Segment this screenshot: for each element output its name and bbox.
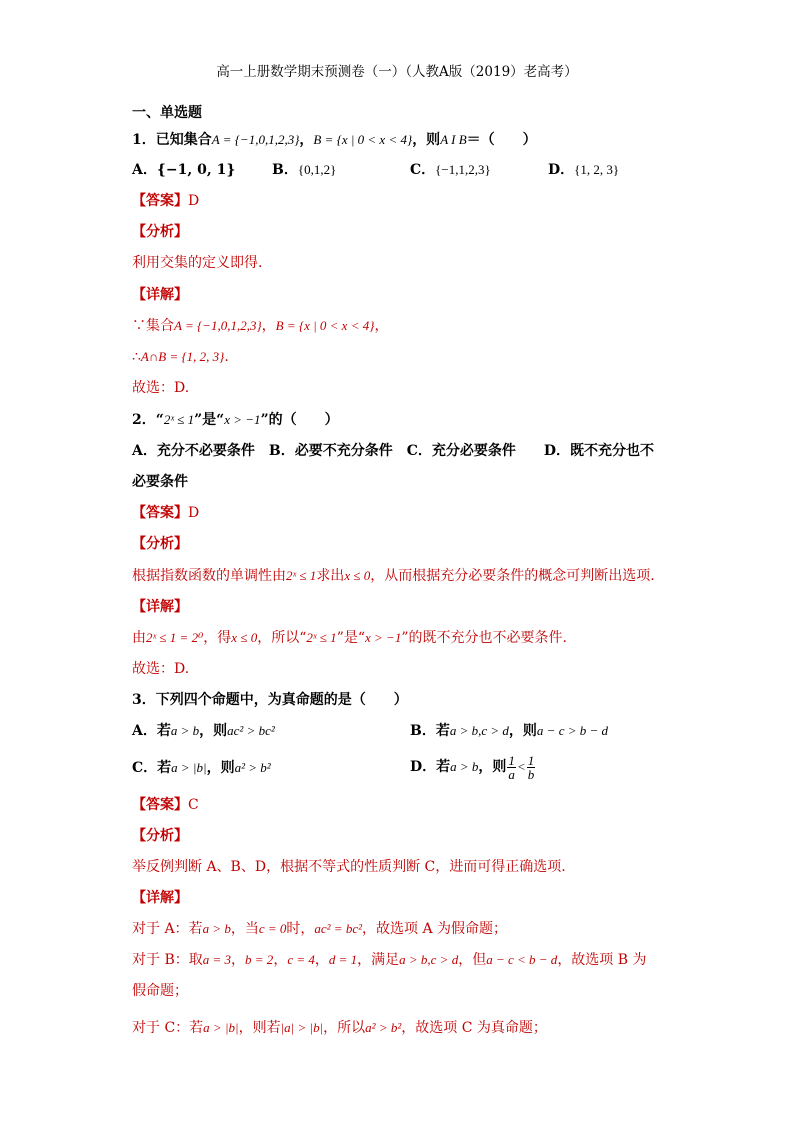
fraction-numerator: 1	[508, 752, 515, 768]
q3-detail-2-math-1: a = 3	[202, 952, 232, 967]
fraction-numerator: 1	[527, 752, 535, 768]
q1-option-b-value: {0,1,2}	[297, 162, 337, 177]
q3-answer	[132, 795, 199, 815]
q2-detail-text	[132, 628, 567, 648]
q2-analysis-math-2: x ≤ 0	[344, 568, 371, 583]
q3-detail-line2-cont: 假命题；	[132, 983, 188, 999]
fraction-denominator: b	[527, 766, 535, 782]
q2-detail-math-3: 2ˣ ≤ 1	[306, 630, 337, 645]
q3-option-a-mid: ，则	[199, 723, 228, 739]
q1-detail-line1	[132, 316, 388, 336]
q3-detail-1-pre: 对于 A：若	[132, 921, 203, 937]
section-heading: 一、单选题	[132, 105, 202, 121]
q1-stem-text-b: ，则	[412, 132, 441, 148]
q3-option-a	[132, 721, 275, 741]
q3-detail-2-end: ，故选项 B 为	[557, 952, 647, 968]
q2-analysis-math-1: 2ˣ ≤ 1	[286, 568, 317, 583]
q2-detail-mid-2: ，所以“	[257, 630, 307, 646]
q2-condition-2: x > −1	[224, 412, 261, 427]
q2-detail-math-1: 2ˣ ≤ 1 = 2⁰	[146, 630, 204, 645]
q2-condition-1: 2ˣ ≤ 1	[163, 412, 195, 427]
q3-detail-1-mid-2: 时，	[286, 921, 315, 937]
q1-option-c-label: C．	[410, 162, 436, 178]
q1-answer-value: D	[188, 193, 200, 209]
q3-number: 3．	[132, 692, 156, 708]
q1-option-a-label: A．	[132, 162, 157, 178]
q2-detail-end: ”的既不充分也不必要条件.	[401, 630, 567, 646]
q3-detail-2-pre: 对于 B：取	[132, 952, 203, 968]
q2-analysis-label: 【分析】	[132, 536, 188, 552]
q3-option-c	[132, 758, 271, 778]
q3-detail-2-math-2: b = 2	[245, 952, 274, 967]
q3-option-b	[410, 721, 608, 741]
q2-stem-mid: ”是“	[194, 412, 225, 428]
q3-option-d-math-1: a > b	[450, 759, 479, 774]
q1-option-c	[410, 160, 491, 180]
answer-label: 【答案】	[132, 505, 188, 521]
q2-answer-value: D	[188, 505, 200, 521]
q1-detail-intersection: A∩B = {1, 2, 3}	[140, 349, 225, 364]
q2-analysis-mid: 求出	[316, 568, 345, 584]
q1-pick: 故选：D.	[132, 380, 190, 396]
q3-detail-line3	[132, 1018, 547, 1038]
q3-detail-2-mid-2: ，但	[458, 952, 487, 968]
q3-stem-text: 下列四个命题中，为真命题的是（ ）	[155, 692, 408, 708]
q1-answer	[132, 191, 199, 211]
q1-option-b-label: B．	[272, 162, 298, 178]
q3-option-c-mid: ，则	[206, 760, 235, 776]
q1-detail-set-a: A = {−1,0,1,2,3}	[174, 318, 262, 333]
q3-option-a-math-1: a > b	[170, 723, 200, 738]
q2-detail-math-4: x > −1	[365, 630, 402, 645]
q3-detail-2-math-6: a − c < b − d	[486, 952, 558, 967]
q2-options-line2: 必要条件	[132, 474, 188, 490]
q1-detail-line2-end: .	[224, 349, 229, 365]
q3-option-b-mid: ，则	[508, 723, 537, 739]
q2-stem-end: ”的（ ）	[260, 412, 339, 428]
q1-option-a	[132, 160, 235, 180]
q3-option-c-label: C．若	[132, 760, 172, 776]
q2-quote-open: “	[155, 412, 164, 428]
q2-detail-mid-1: ，得	[203, 630, 232, 646]
answer-label: 【答案】	[132, 797, 188, 813]
q3-detail-2-sep-1: ，	[231, 952, 246, 968]
q1-option-d	[548, 160, 619, 180]
page-title: 高一上册数学期末预测卷（一）（人教A版（2019）老高考）	[216, 64, 578, 80]
q1-intersection: A I B	[440, 132, 467, 147]
q3-detail-1-end: ，故选项 A 为假命题；	[362, 921, 508, 937]
q2-pick: 故选：D.	[132, 661, 190, 677]
q3-detail-2-sep-3: ，	[314, 952, 329, 968]
q1-option-d-value: {1, 2, 3}	[574, 162, 620, 177]
q1-stem-text-a: 已知集合	[155, 132, 212, 148]
q1-set-b: B = {x | 0 < x < 4}	[313, 132, 413, 147]
q3-option-b-math-2: a − c > b − d	[536, 723, 609, 738]
q2-analysis-end: ，从而根据充分必要条件的概念可判断出选项.	[370, 568, 655, 584]
q2-stem	[132, 410, 339, 430]
q3-detail-line2	[132, 950, 647, 970]
q2-detail-pre: 由	[132, 630, 146, 646]
q1-detail-line1-end: ，	[374, 318, 389, 334]
q1-option-c-value: {−1,1,2,3}	[435, 162, 491, 177]
q1-analysis-label: 【分析】	[132, 224, 188, 240]
q3-detail-3-math-1: a > |b|	[203, 1020, 239, 1035]
q1-detail-set-b: B = {x | 0 < x < 4}	[275, 318, 375, 333]
q3-answer-value: C	[188, 797, 199, 813]
q3-detail-2-mid: ，满足	[357, 952, 400, 968]
q3-option-d	[410, 750, 536, 784]
q3-detail-1-math-1: a > b	[202, 921, 231, 936]
q1-option-a-value: {−1, 0, 1}	[156, 162, 236, 178]
q1-detail-line2-pre: ∴	[132, 349, 141, 365]
q1-stem	[132, 130, 537, 150]
q2-analysis-text	[132, 566, 655, 586]
q2-analysis-pre: 根据指数函数的单调性由	[132, 568, 286, 584]
q1-option-b	[272, 160, 336, 180]
q1-detail-label: 【详解】	[132, 287, 188, 303]
q3-option-a-label: A．若	[132, 723, 171, 739]
q3-detail-2-sep-2: ，	[273, 952, 288, 968]
q3-detail-3-math-3: a² > b²	[365, 1020, 402, 1035]
q3-option-d-mid: ，则	[478, 759, 507, 775]
q3-detail-3-end: ，故选项 C 为真命题；	[401, 1020, 547, 1036]
q2-number: 2．	[132, 412, 156, 428]
q3-detail-3-mid-1: ，则若	[238, 1020, 281, 1036]
q3-detail-2-math-4: d = 1	[328, 952, 358, 967]
q1-stem-text-c: ＝（ ）	[466, 132, 537, 148]
q1-analysis-text: 利用交集的定义即得.	[132, 255, 263, 271]
q3-option-a-math-2: ac² > bc²	[227, 723, 275, 738]
q2-options-line1: A．充分不必要条件 B．必要不充分条件 C．充分必要条件 D．既不充分也不	[132, 443, 654, 459]
q3-option-b-math-1: a > b,c > d	[449, 723, 509, 738]
q3-detail-3-math-2: |a| > |b|	[280, 1020, 324, 1035]
q2-detail-math-2: x ≤ 0	[231, 630, 258, 645]
q3-option-d-less-than: <	[516, 759, 526, 774]
q1-comma: ，	[299, 132, 314, 148]
q3-option-b-label: B．若	[410, 723, 450, 739]
q1-set-a: A = {−1,0,1,2,3}	[211, 132, 300, 147]
q3-detail-label: 【详解】	[132, 890, 188, 906]
fraction-denominator: a	[508, 766, 515, 782]
q1-detail-line1-sep: ，	[261, 318, 276, 334]
q3-detail-1-math-2: c = 0	[258, 921, 287, 936]
q3-detail-2-math-3: c = 4	[287, 952, 315, 967]
q1-detail-line2	[132, 347, 229, 367]
q2-detail-label: 【详解】	[132, 599, 188, 615]
q3-detail-3-pre: 对于 C：若	[132, 1020, 204, 1036]
q3-option-d-label: D．若	[410, 759, 451, 775]
q3-analysis-label: 【分析】	[132, 828, 188, 844]
q3-detail-line1	[132, 919, 507, 939]
q3-option-c-math-1: a > |b|	[171, 760, 207, 775]
q3-detail-3-mid-2: ，所以	[323, 1020, 366, 1036]
q3-option-d-fraction-1	[507, 754, 516, 781]
q3-option-c-math-2: a² > b²	[234, 760, 271, 775]
q1-number: 1．	[132, 132, 156, 148]
q3-stem	[132, 690, 408, 710]
q2-answer	[132, 503, 199, 523]
q1-detail-line1-pre: ∵集合	[132, 318, 174, 334]
q3-analysis-text: 举反例判断 A、B、D，根据不等式的性质判断 C，进而可得正确选项.	[132, 859, 566, 875]
q2-detail-mid-3: ”是“	[336, 630, 366, 646]
q3-detail-1-math-3: ac² = bc²	[314, 921, 362, 936]
q3-detail-1-mid-1: ，当	[230, 921, 259, 937]
q3-option-d-fraction-2	[527, 754, 536, 781]
q1-option-d-label: D．	[548, 162, 575, 178]
q3-detail-2-math-5: a > b,c > d	[399, 952, 459, 967]
answer-label: 【答案】	[132, 193, 188, 209]
